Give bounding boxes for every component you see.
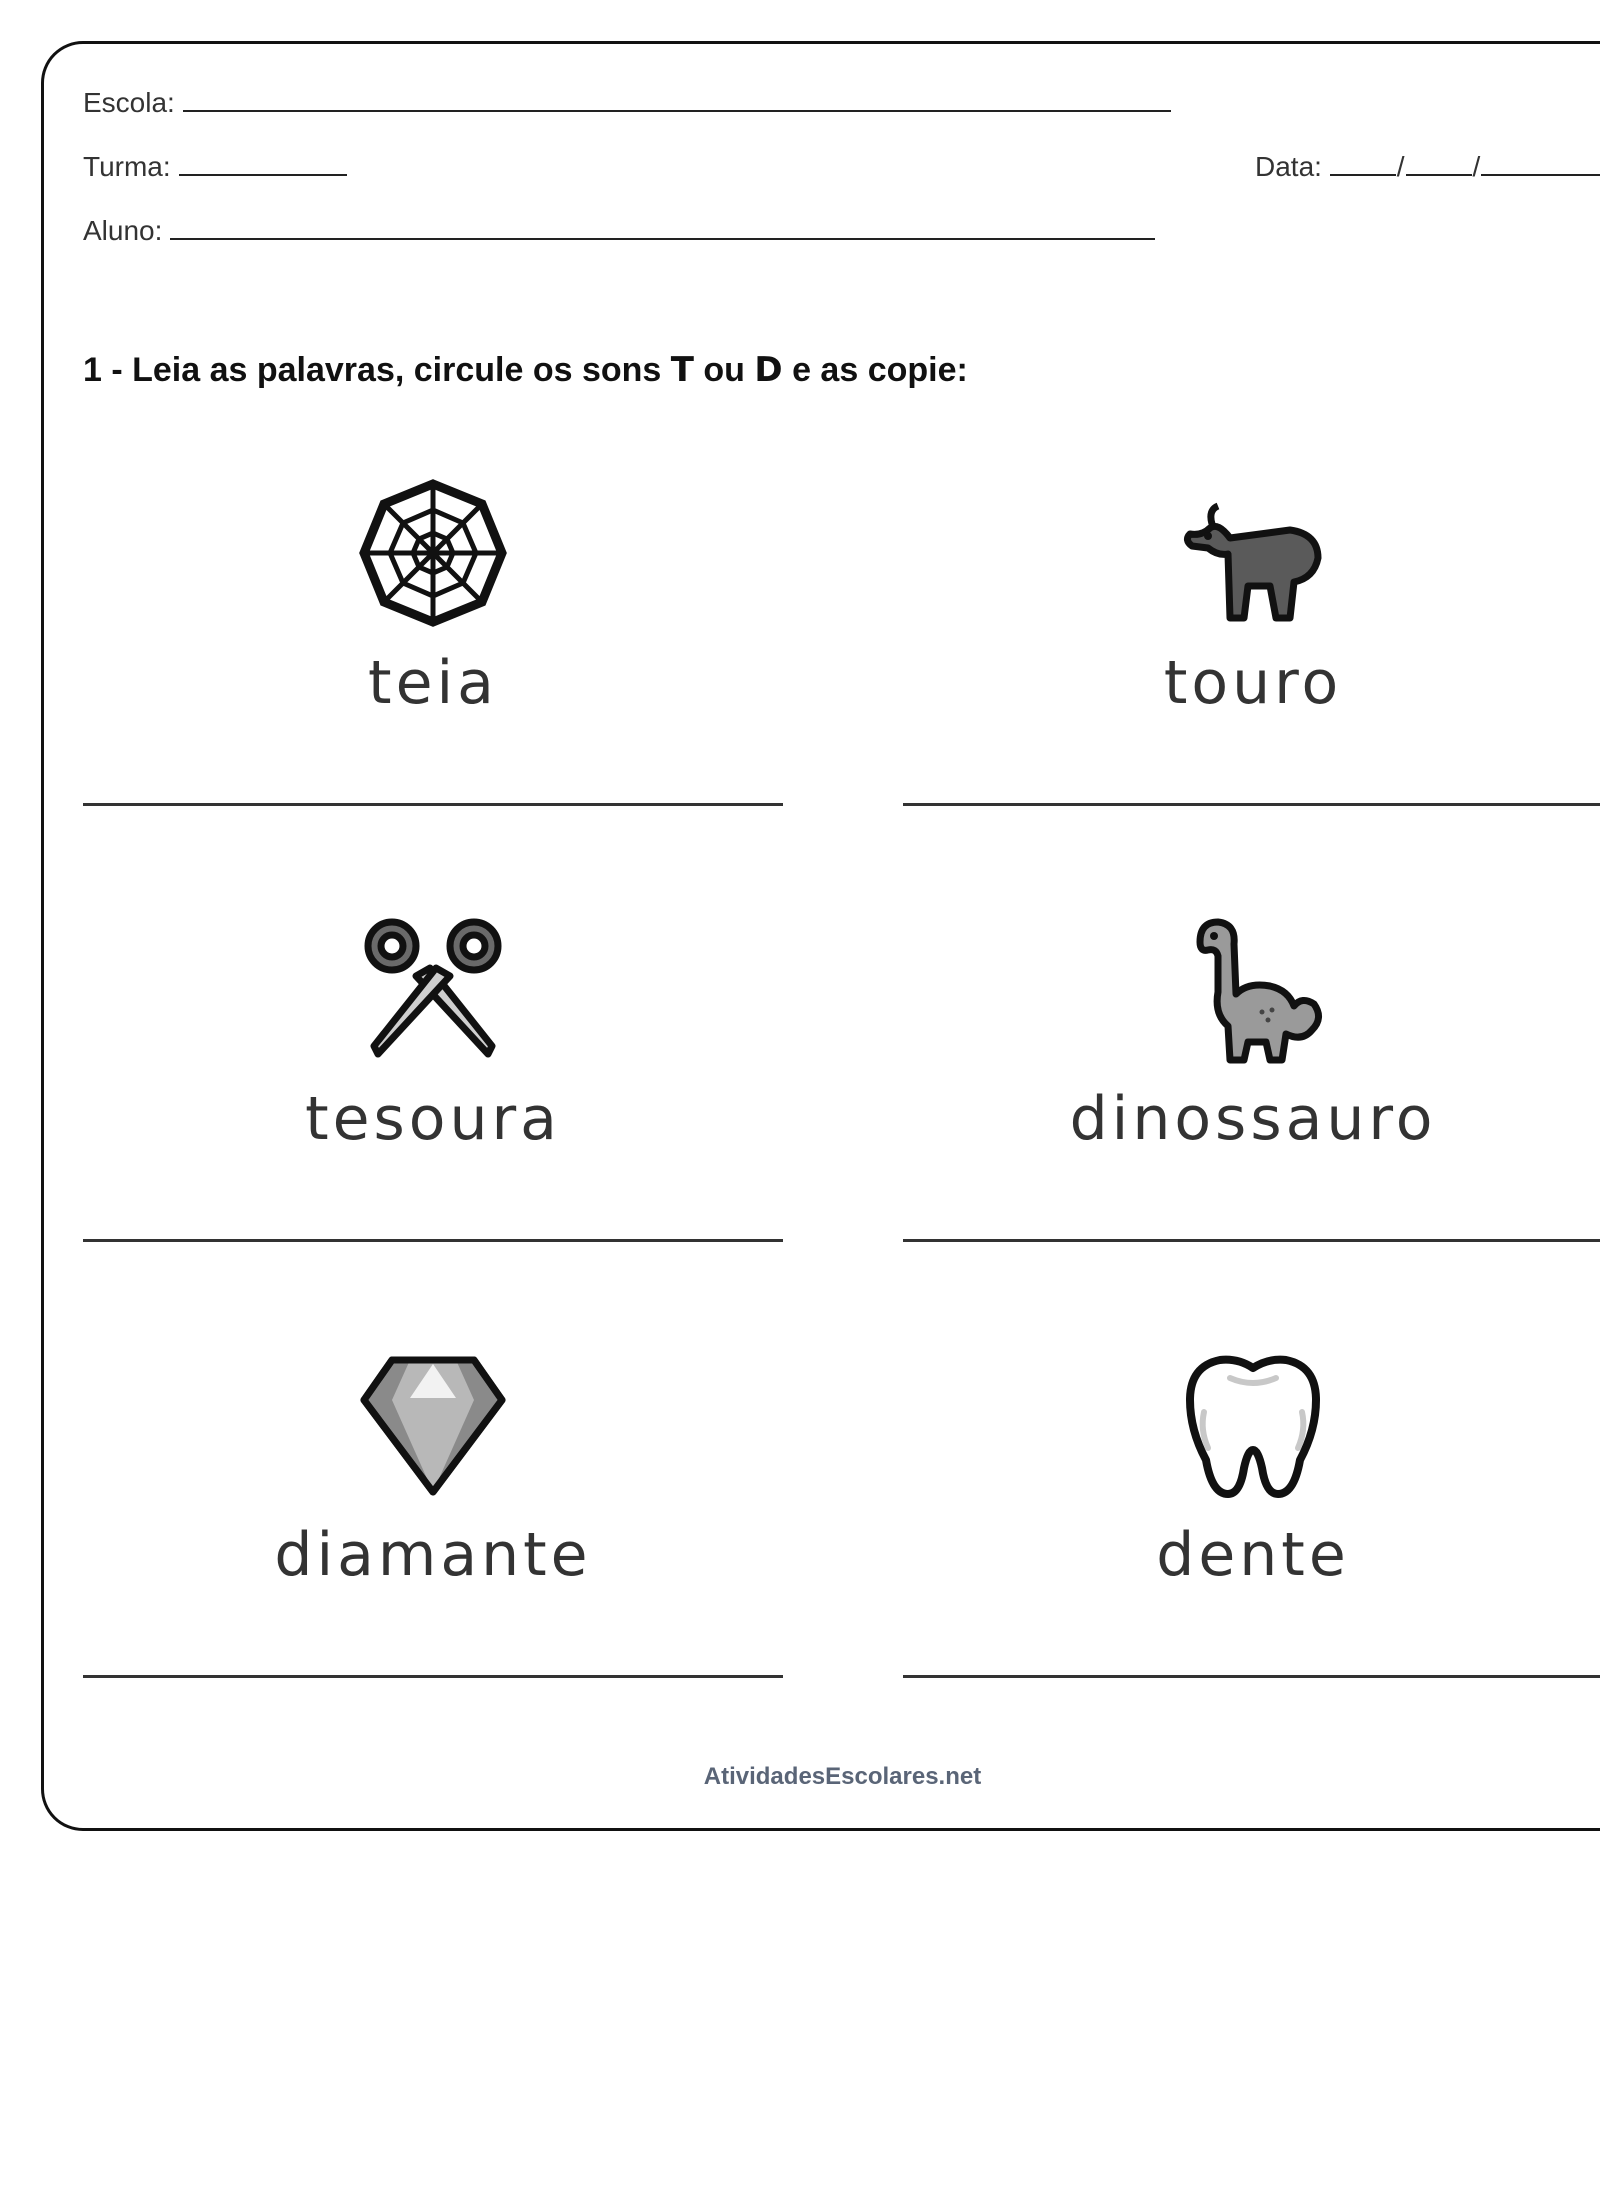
answer-line[interactable] <box>83 803 783 806</box>
word-label: touro <box>1163 648 1343 718</box>
escola-line[interactable] <box>183 84 1171 112</box>
date-blanks[interactable]: / / <box>1330 148 1600 183</box>
question-letter-d: D <box>754 350 783 390</box>
word-card <box>83 1350 783 1770</box>
aluno-label: Aluno: <box>83 215 163 246</box>
answer-line[interactable] <box>83 1239 783 1242</box>
spider-web-icon <box>358 478 508 628</box>
word-card <box>903 914 1600 1334</box>
turma-field <box>83 148 347 183</box>
footer-site[interactable]: AtividadesEscolares.net <box>703 1763 982 1790</box>
aluno-line[interactable] <box>170 212 1155 240</box>
word-label: dinossauro <box>1069 1084 1437 1154</box>
question-middle: ou <box>693 351 755 389</box>
turma-line[interactable] <box>179 148 347 176</box>
word-card <box>903 478 1600 898</box>
answer-line[interactable] <box>903 1239 1600 1242</box>
word-label: tesoura <box>305 1084 561 1154</box>
question-prefix: 1 - Leia as palavras, circule os sons <box>83 351 671 389</box>
word-label: teia <box>368 648 498 718</box>
date-month-line[interactable] <box>1406 148 1472 176</box>
bull-icon <box>1178 478 1328 628</box>
word-card <box>83 914 783 1334</box>
question-letter-t: T <box>670 350 694 390</box>
word-label: dente <box>1156 1520 1350 1590</box>
dinosaur-icon <box>1178 914 1328 1064</box>
question-suffix: e as copie: <box>782 351 968 389</box>
word-label: diamante <box>274 1520 592 1590</box>
aluno-field <box>83 212 1155 247</box>
date-day-line[interactable] <box>1330 148 1396 176</box>
question-title <box>83 350 968 390</box>
word-card <box>83 478 783 898</box>
answer-line[interactable] <box>903 803 1600 806</box>
turma-label: Turma: <box>83 151 171 182</box>
date-year-line[interactable] <box>1481 148 1600 176</box>
diamond-icon <box>358 1350 508 1500</box>
data-label: Data: <box>1255 151 1322 182</box>
scissors-icon <box>358 914 508 1064</box>
escola-label: Escola: <box>83 87 175 118</box>
data-field <box>1255 148 1600 183</box>
answer-line[interactable] <box>903 1675 1600 1678</box>
answer-line[interactable] <box>83 1675 783 1678</box>
tooth-icon <box>1178 1350 1328 1500</box>
word-card <box>903 1350 1600 1770</box>
escola-field <box>83 84 1171 119</box>
